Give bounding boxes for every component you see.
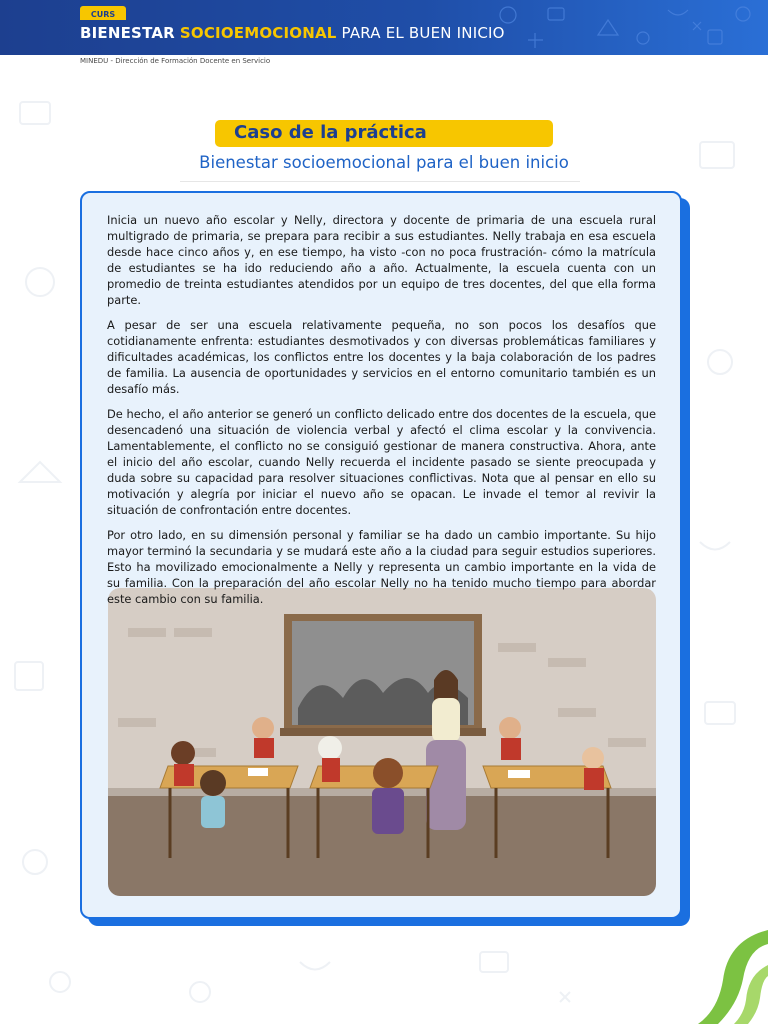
case-paragraph: Inicia un nuevo año escolar y Nelly, directora y docente de primaria de una escuela rural multigrado de primaria, se prepara para recibir a sus estudiantes. Nelly trabaja en esa escuela desde hace cinco años y, en ese tiempo, ha visto -con no poca frustración- cómo la matrícula de estudiantes se ha ido reduciendo año a año. Actualmente, la escuela cuenta con un promedio de treinta estudiantes atendidos por un equipo de tres docentes, del que ella forma parte.	[107, 213, 656, 307]
case-paragraph: Por otro lado, en su dimensión personal y familiar se ha dado un cambio importante. Su hijo mayor terminó la secundaria y se mudará este año a la ciudad para seguir estudios superiores. Esto ha movilizado emocionalmente a Nelly y representa un cambio importante en la vida de su familia. Con la preparación del año escolar Nelly no ha tenido mucho tiempo para abordar este cambio con su familia.	[107, 528, 656, 606]
header-banner	[0, 0, 768, 55]
section-title: Caso de la práctica	[234, 122, 427, 143]
section-subtitle: Bienestar socioemocional para el buen inicio	[199, 153, 569, 172]
case-text	[107, 212, 656, 616]
subtitle-divider	[180, 181, 580, 182]
classroom-illustration	[108, 588, 656, 896]
case-paragraph: A pesar de ser una escuela relativamente pequeña, no son pocos los desafíos que cotidianamente enfrenta: estudiantes desmotivados y con diversas problemáticas familiares y dificultades académicas, los conflictos entre los docentes y la baja colaboración de los padres de familia. La ausencia de oportunidades y servicios en el entorno comunitario también es un desafío más.	[107, 318, 656, 396]
course-title-part1: BIENESTAR	[80, 24, 175, 42]
institution-line: MINEDU - Dirección de Formación Docente en Servicio	[80, 57, 271, 65]
course-title	[80, 24, 505, 42]
course-title-part2: SOCIOEMOCIONAL	[179, 24, 337, 42]
green-leaf-decoration	[690, 920, 768, 1024]
section-title-pill	[215, 120, 553, 147]
classroom-scene	[108, 588, 656, 896]
course-badge: CURS	[80, 6, 126, 20]
course-title-part3: PARA EL BUEN INICIO	[341, 24, 505, 42]
header-doodle-pattern	[468, 0, 768, 55]
case-paragraph: De hecho, el año anterior se generó un conflicto delicado entre dos docentes de la escuela, que desencadenó una situación de violencia verbal y afectó el clima escolar y la convivencia. Lamentablemente, el conflicto no se consiguió gestionar de manera constructiva. Ahora, ante el inicio del año escolar, cuando Nelly recuerda el incidente pasado se siente preocupada y duda sobre su capacidad para resolver situaciones conflictivas. Nota que al pensar en ello su motivación y alegría por iniciar el nuevo año se opacan. Le invade el temor al revivir la situación de confrontación entre docentes.	[107, 407, 656, 517]
